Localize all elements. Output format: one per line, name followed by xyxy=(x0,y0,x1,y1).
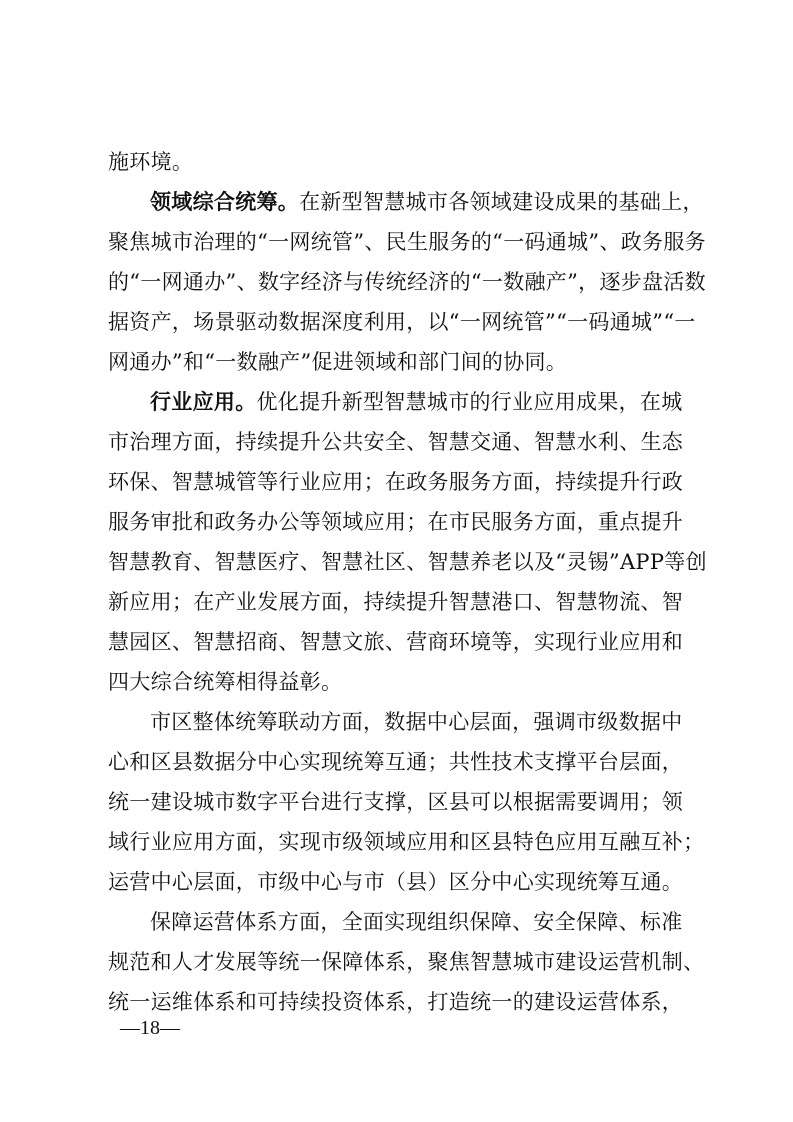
text-line-10 xyxy=(108,506,683,538)
line-text: 运营中心层面，市级中心与市（县）区分中心实现统筹互通。 xyxy=(108,870,684,894)
line-text: 市治理方面，持续提升公共安全、智慧交通、智慧水利、生态 xyxy=(108,430,684,454)
line-text: 规范和人才发展等统一保障体系，聚焦智慧城市建设运营机制、 xyxy=(108,950,705,974)
line-text: 心和区县数据分中心实现统筹互通；共性技术支撑平台层面， xyxy=(108,750,684,774)
text-line-1 xyxy=(108,146,193,178)
line-text: 服务审批和政务办公等领域应用；在市民服务方面，重点提升 xyxy=(108,510,684,534)
section-heading-industry-application: 行业应用。 xyxy=(150,389,257,414)
paragraph-city-district-coordination-start xyxy=(150,706,683,738)
text-line-21 xyxy=(108,946,704,978)
line-text: 环保、智慧城管等行业应用；在政务服务方面，持续提升行政 xyxy=(108,470,684,494)
text-line-13 xyxy=(108,626,683,658)
text-line-17 xyxy=(108,786,683,818)
line-text: 域行业应用方面，实现市级领域应用和区县特色应用互融互补； xyxy=(108,830,705,854)
line-text: 统一运维体系和可持续投资体系，打造统一的建设运营体系， xyxy=(108,990,684,1014)
line-text: 据资产，场景驱动数据深度利用，以“一网统管”“一码通城”“一 xyxy=(108,310,696,334)
text-line-9 xyxy=(108,466,683,498)
text-line-11 xyxy=(108,546,707,578)
line-text: 施环境。 xyxy=(108,150,194,174)
line-text: 新应用；在产业发展方面，持续提升智慧港口、智慧物流、智 xyxy=(108,590,684,614)
line-text: 优化提升新型智慧城市的行业应用成果，在城 xyxy=(256,390,683,414)
text-line-19 xyxy=(108,866,683,898)
line-text: 市区整体统筹联动方面，数据中心层面，强调市级数据中 xyxy=(150,710,683,734)
paragraph-domain-coordination-start xyxy=(150,186,704,218)
text-line-14 xyxy=(108,666,342,698)
paragraph-industry-application-start xyxy=(150,386,683,418)
line-text: 的“一网通办”、数字经济与传统经济的“一数融产”，逐步盘活数 xyxy=(108,270,706,294)
text-line-4 xyxy=(108,266,706,298)
text-line-6 xyxy=(108,346,567,378)
line-text: 智慧教育、智慧医疗、智慧社区、智慧养老以及“灵锡”APP等创 xyxy=(108,550,707,574)
line-text: 网通办”和“一数融产”促进领域和部门间的协同。 xyxy=(108,350,568,374)
text-line-3 xyxy=(108,226,706,258)
line-text: 聚焦城市治理的“一网统管”、民生服务的“一码通城”、政务服务 xyxy=(108,230,706,254)
line-text: 统一建设城市数字平台进行支撑，区县可以根据需要调用；领 xyxy=(108,790,684,814)
line-text: 保障运营体系方面，全面实现组织保障、安全保障、标准 xyxy=(150,910,683,934)
line-text: 四大综合统筹相得益彰。 xyxy=(108,670,343,694)
paragraph-operation-guarantee-start xyxy=(150,906,683,938)
line-text: 在新型智慧城市各领域建设成果的基础上， xyxy=(299,190,704,214)
section-heading-domain-coordination: 领域综合统筹。 xyxy=(150,189,300,214)
text-line-18 xyxy=(108,826,704,858)
text-line-8 xyxy=(108,426,683,458)
text-line-12 xyxy=(108,586,683,618)
text-line-16 xyxy=(108,746,683,778)
page-number: —18— xyxy=(120,1017,180,1039)
text-line-22 xyxy=(108,986,683,1018)
text-line-5 xyxy=(108,306,696,338)
line-text: 慧园区、智慧招商、智慧文旅、营商环境等，实现行业应用和 xyxy=(108,630,684,654)
